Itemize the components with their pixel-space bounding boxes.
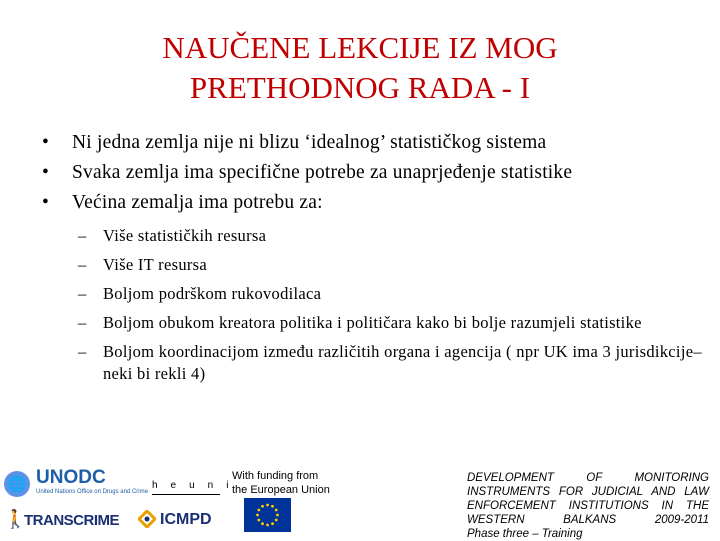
transcrime-wordmark: TRANSCRIME: [24, 512, 119, 529]
transcrime-mark-icon: 🚶: [4, 509, 27, 530]
project-line: DEVELOPMENT OF MONITORING: [467, 472, 709, 484]
sub-bullet-text: Više IT resursa: [103, 255, 208, 274]
sub-bullet-item: [30, 225, 710, 247]
dash-marker: –: [78, 313, 87, 332]
unodc-wordmark: UNODC: [36, 467, 106, 488]
bullet-list: [30, 132, 710, 392]
heuni-underline: [152, 494, 220, 495]
project-description: [467, 471, 709, 541]
dash-marker: –: [78, 284, 87, 303]
bullet-item: [30, 192, 710, 214]
project-line: Phase three – Training: [467, 528, 583, 540]
bullet-marker: •: [42, 132, 50, 153]
bullet-item: [30, 162, 710, 184]
sub-bullet-text: Više statističkih resursa: [103, 226, 267, 245]
funding-note: With funding from the European Union: [232, 470, 330, 496]
sub-bullet-item: [30, 312, 710, 334]
bullet-text: Ni jedna zemlja nije ni blizu ‘idealnog’ statističkog sistema: [72, 132, 547, 153]
bullet-marker: •: [42, 162, 50, 183]
sub-bullet-item: [30, 341, 710, 385]
project-line: WESTERN BALKANS 2009-2011: [467, 514, 709, 526]
dash-marker: –: [78, 226, 87, 245]
title-line-1: NAUČENE LEKCIJE IZ MOG: [162, 30, 558, 65]
unodc-logo: [4, 467, 148, 498]
sub-bullet-item: [30, 283, 710, 305]
un-emblem-icon: 🌐: [4, 471, 30, 497]
slide-title: [0, 28, 720, 108]
title-line-2: PRETHODNOG RADA - I: [189, 70, 531, 105]
sub-bullet-text: Boljom podrškom rukovodilaca: [103, 284, 322, 303]
sub-bullet-text: Boljom koordinacijom između različitih organa i agencija ( npr UK ima 3 jurisdikcije– neki bi rekli 4): [103, 342, 702, 383]
project-line: ENFORCEMENT INSTITUTIONS IN THE: [467, 500, 709, 512]
dash-marker: –: [78, 255, 87, 274]
bullet-text: Većina zemalja ima potrebu za:: [72, 192, 323, 213]
icmpd-mark-icon: [138, 510, 156, 528]
footer-logos: [0, 462, 720, 540]
sub-bullet-item: [30, 254, 710, 276]
bullet-marker: •: [42, 192, 50, 213]
unodc-subtitle: United Nations Office on Drugs and Crime: [36, 489, 148, 495]
bullet-item: [30, 132, 710, 154]
project-line: INSTRUMENTS FOR JUDICIAL AND LAW: [467, 486, 709, 498]
heuni-logo: heuni: [152, 480, 242, 491]
dash-marker: –: [78, 342, 87, 361]
eu-flag-icon: [244, 498, 291, 532]
icmpd-wordmark: ICMPD: [160, 511, 212, 528]
sub-bullet-text: Boljom obukom kreatora politika i političara kako bi bolje razumjeli statistike: [103, 313, 642, 332]
bullet-text: Svaka zemlja ima specifične potrebe za unaprjeđenje statistike: [72, 162, 573, 183]
